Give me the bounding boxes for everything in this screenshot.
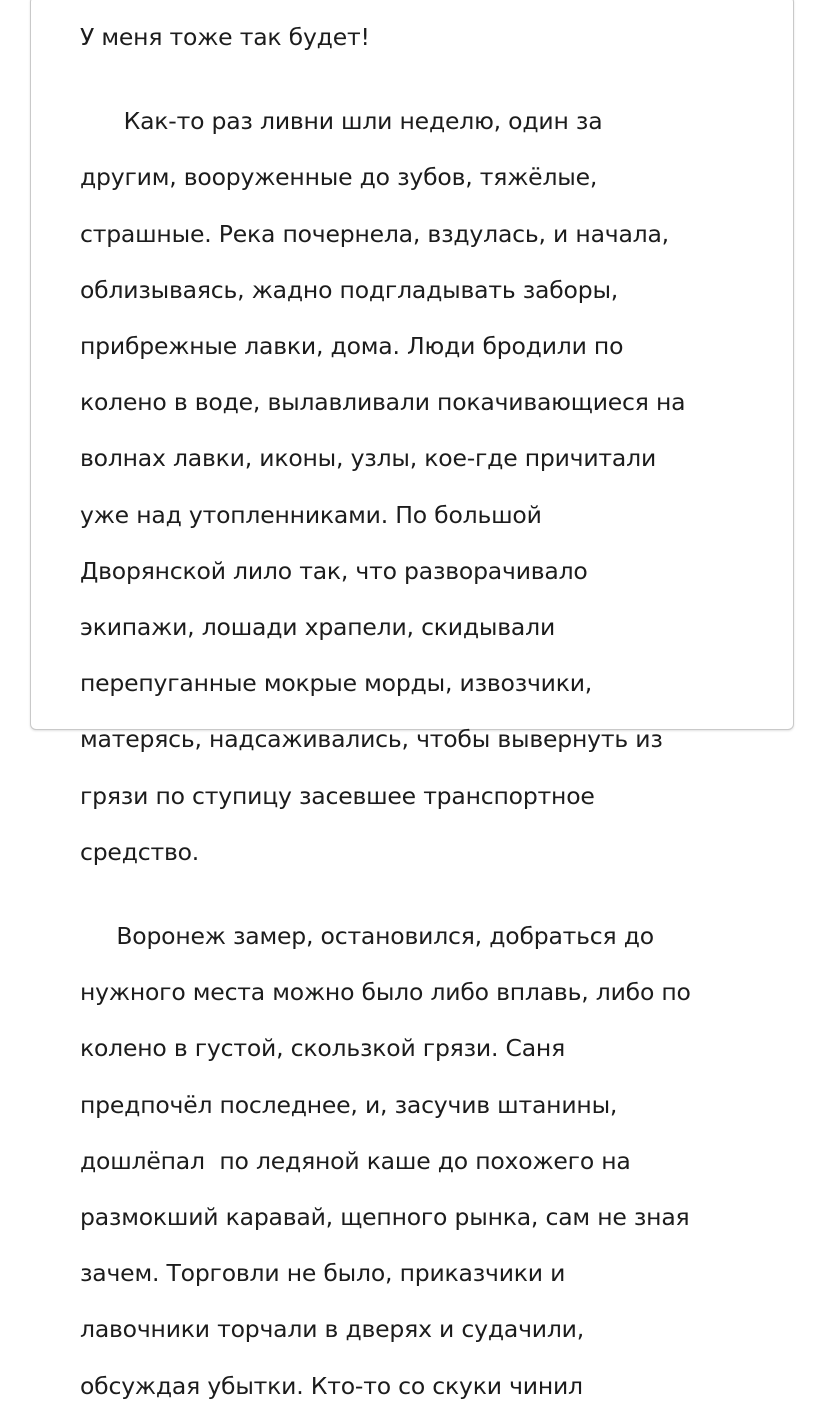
text-line: средство. [80,837,200,866]
paragraph-2 [80,894,780,1428]
text-line: Дворянской лило так, что разворачивало [80,556,588,585]
text-line: колено в густой, скользкой грязи. Саня [80,1034,566,1063]
text-line: предпочёл последнее, и, засучив штанины, [80,1090,618,1119]
text-line: нужного места можно было либо вплавь, либо по [80,978,691,1007]
text-line: прибрежные лавки, дома. Люди бродили по [80,332,624,361]
text-line: другим, вооруженные до зубов, тяжёлые, [80,163,598,192]
blank-line [80,51,780,79]
text-line: размокший каравай, щепного рынка, сам не зная [80,1202,690,1231]
text-line: обсуждая убытки. Кто-то со скуки чинил [80,1371,583,1400]
text-line: лавочники торчали в дверях и судачили, [80,1315,584,1344]
text-card [30,0,794,1400]
text-line: волнах лавки, иконы, узлы, кое-где причитали [80,444,657,473]
text-line: дошлёпал по ледяной каше до похожего на [80,1146,631,1175]
text-line: Как-то раз ливни шли неделю, один за [80,107,603,136]
text-line: экипажи, лошади храпели, скидывали [80,612,556,641]
text-line: перепуганные мокрые морды, извозчики, [80,669,593,698]
text-line: зачем. Торговли не было, приказчики и [80,1259,566,1288]
text-line: грязи по ступицу засевшее транспортное [80,781,595,810]
text-line: Воронеж замер, остановился, добраться до [80,922,654,950]
document-body [80,23,780,1428]
text-line: облизываясь, жадно подгладывать заборы, [80,275,619,304]
text-line: страшные. Река почернела, вздулась, и начала, [80,219,669,248]
text-line: матерясь, надсаживались, чтобы вывернуть из [80,725,663,754]
paragraph-1 [80,79,780,894]
document-title: У меня тоже так будет! [80,23,370,51]
text-line: колено в воде, вылавливали покачивающиеся на [80,388,686,417]
text-line: уже над утопленниками. По большой [80,500,542,529]
